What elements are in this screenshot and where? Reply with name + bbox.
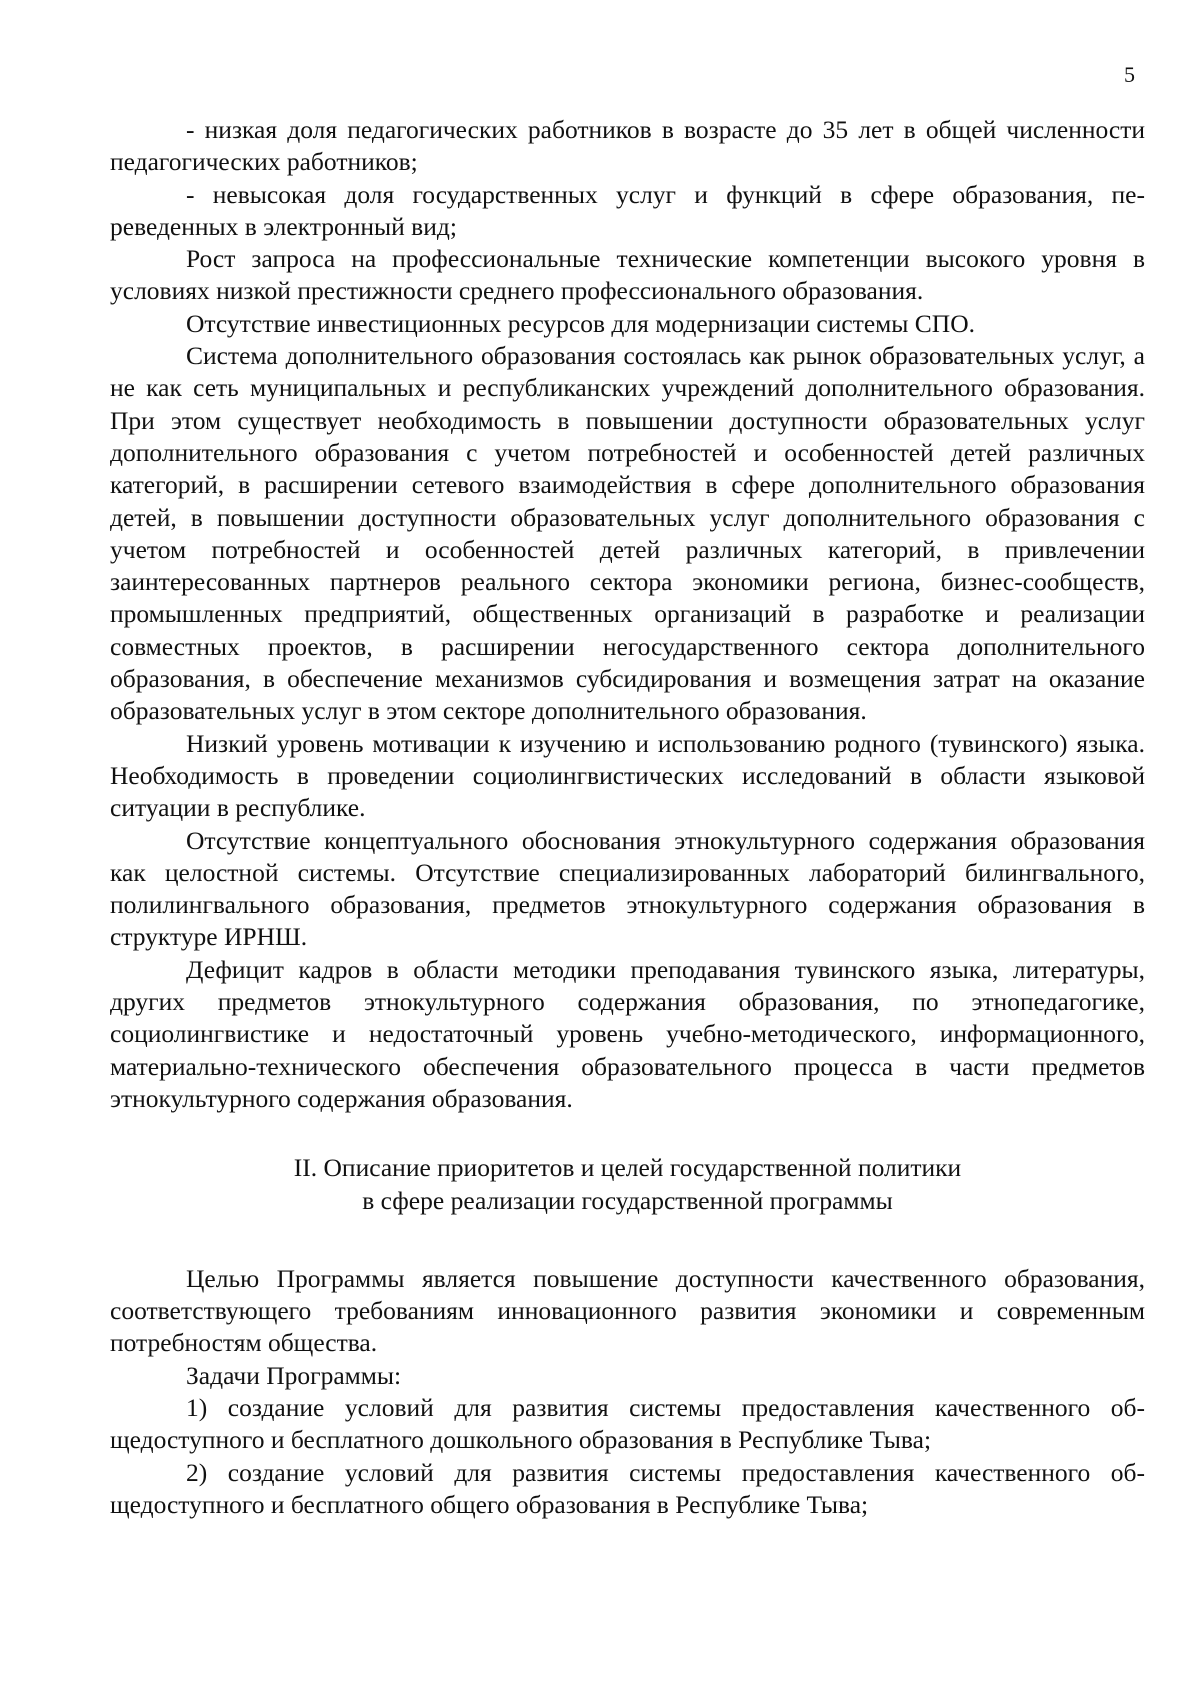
paragraph-program-tasks-label: Задачи Программы: [186, 1360, 402, 1390]
paragraph-technical-competencies: Рост запроса на профессиональные технические компетенции высокого уровня в условиях низкой престижности среднего профессионального образования. [110, 244, 1145, 306]
paragraph-native-language-motivation: Низкий уровень мотивации к изучению и использованию родного (тувинского) языка. Необходимость в проведении социолингвистических исследований в области языковой ситуации в республике. [110, 728, 1145, 823]
paragraph-ethnocultural-content: Отсутствие концептуального обоснования этнокультурного содержания образования как целостной системы. Отсутствие специализированных лабораторий билингвального, полилингвального образования, предметов этнокультурного содержания образования в структуре ИРНШ. [110, 825, 1145, 952]
paragraph-low-share-e-services: - невысокая доля государственных услуг и функций в сфере образования, переведенных в электронный вид; [110, 179, 1145, 241]
section-heading [110, 1152, 1145, 1217]
document-body [110, 114, 1145, 1521]
paragraph-low-share-young-teachers: - низкая доля педагогических работников в возрасте до 35 лет в общей численности педагогических работников; [110, 115, 1145, 177]
page-number: 5 [1124, 62, 1135, 87]
paragraph-task-2: 2) создание условий для развития системы предоставления качественного общедоступного и бесплатного общего образования в Республике Тыва; [110, 1457, 1145, 1519]
paragraph-additional-education-system: Система дополнительного образования состоялась как рынок образовательных услуг, а не как сеть муниципальных и республиканских учреждений дополнительного образования. При этом существует необходимость в повышении доступности образовательных услуг дополнительного образования с учетом потребностей и особенностей детей различных категорий, в расширении сетевого взаимодействия в сфере дополнительного образования детей, в повышении доступности образовательных услуг дополнительного образования с учетом потребностей и особенностей детей различных категорий, в привлечении заинтересованных партнеров реального сектора экономики региона, бизнес-сообществ, промышленных предприятий, общественных организаций в разработке и реализации совместных проектов, в расширении негосударственного сектора дополнительного образования, в обеспечение механизмов субсидирования и возмещения затрат на оказание образовательных услуг в этом секторе дополнительного образования. [110, 341, 1145, 726]
section-heading-line-2: в сфере реализации государственной программы [362, 1185, 893, 1215]
paragraph-staff-shortage: Дефицит кадров в области методики преподавания тувинского языка, литературы, других предметов этнокультурного содержания образования, по этнопедагогике, социолингвистике и недостаточный уровень учебно-методического, информационного, материально-технического обеспечения образовательного процесса в части предметов этнокультурного содержания образования. [110, 954, 1145, 1113]
section-heading-line-1: II. Описание приоритетов и целей государственной политики [293, 1153, 962, 1183]
paragraph-investment-resources: Отсутствие инвестиционных ресурсов для модернизации системы СПО. [186, 308, 976, 338]
paragraph-task-1: 1) создание условий для развития системы предоставления качественного общедоступного и бесплатного дошкольного образования в Республике Тыва; [110, 1392, 1145, 1455]
paragraph-program-goal: Целью Программы является повышение доступности качественного образования, соответствующего требованиям инновационного развития экономики и современным потребностям общества. [110, 1263, 1145, 1358]
